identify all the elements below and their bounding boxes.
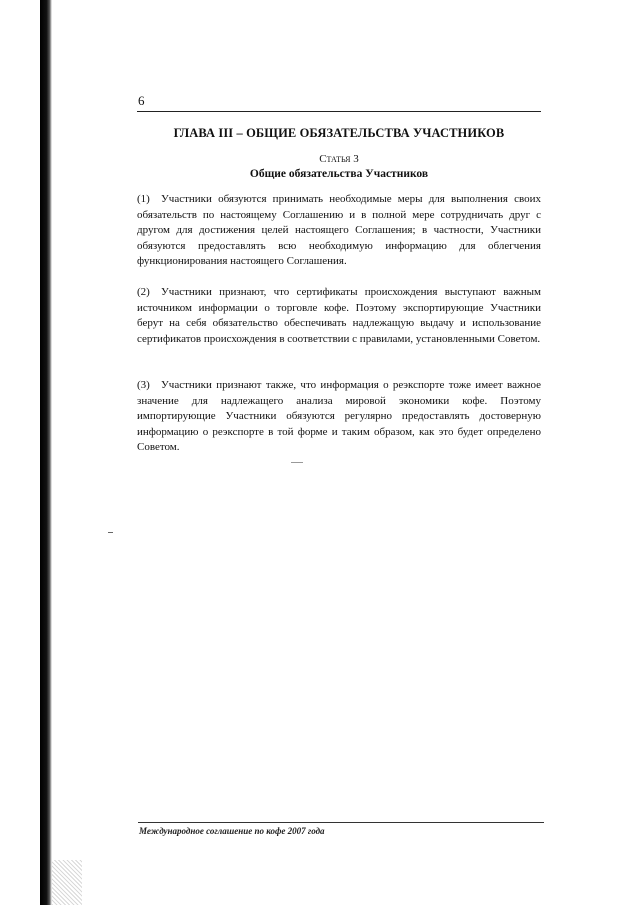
paragraph-1 [137,192,541,270]
scan-binding-shadow [40,0,52,905]
paragraph-number: (2) [137,286,150,298]
margin-mark [108,532,113,533]
header-rule [137,111,541,112]
scan-edge-noise [52,860,82,905]
paragraph-text: Участники признают, что сертификаты происхождения выступают важным источником информации о торговле кофе. Поэтому экспортирующие Участники берут на себя обязательство обеспечивать надлежащую выдачу и использование сертификатов происхождения в соответствии с правилами, установленными Советом. [137,286,541,345]
article-title: Общие обязательства Участников [249,168,429,180]
paragraph-3 [137,378,541,456]
paragraph-text: Участники признают также, что информация о реэкспорте тоже имеет важное значение для надлежащего анализа мировой экономики кофе. Поэтому импортирующие Участники обязуются регулярно предоставлять достоверную информацию о реэкспорте в той форме и таким образом, как это будет определено Советом. [137,379,541,453]
chapter-title: ГЛАВА III – ОБЩИЕ ОБЯЗАТЕЛЬСТВА УЧАСТНИКОВ [173,126,505,140]
article-number: Статья 3 [319,153,359,165]
paragraph-2 [137,285,541,347]
page-number: 6 [138,93,145,108]
paragraph-number: (3) [137,379,150,391]
paragraph-text: Участники обязуются принимать необходимые меры для выполнения своих обязательств по настоящему Соглашению и в полной мере сотрудничать друг с другом для достижения целей настоящего Соглашения; в частности, Участники обязуются предоставлять всю необходимую информацию для облегчения функционирования настоящего Соглашения. [137,193,541,267]
footer-text: Международное соглашение по кофе 2007 года [139,826,325,836]
paragraph-number: (1) [137,193,150,205]
scan-artifact [291,462,303,463]
footer-rule [138,822,544,823]
